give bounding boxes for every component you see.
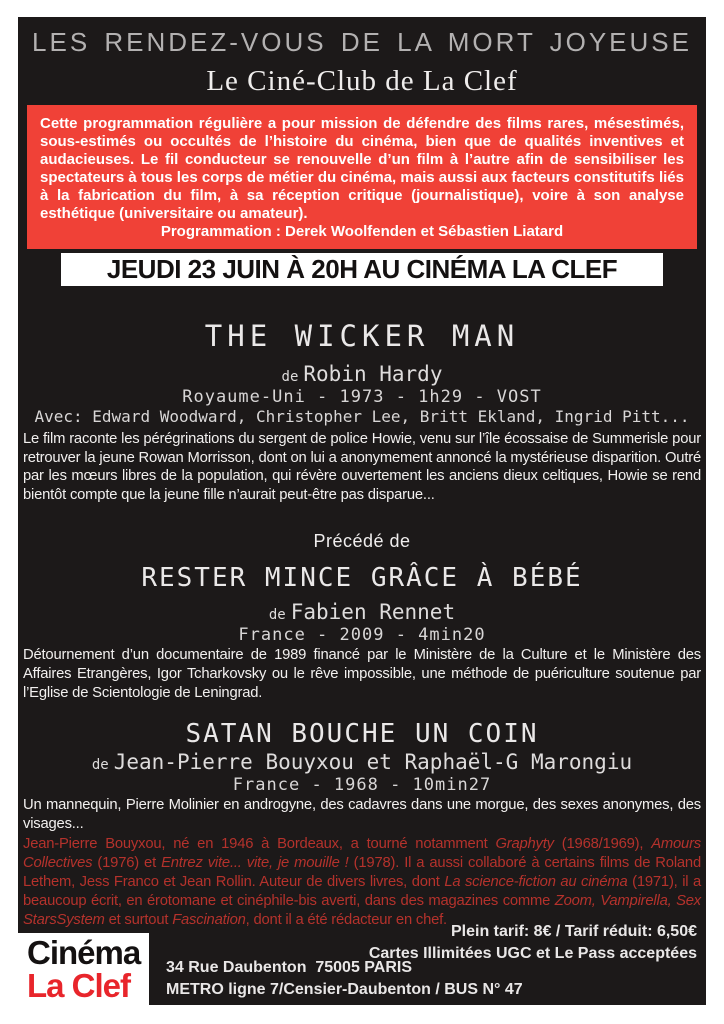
cine-club-subtitle: Le Ciné-Club de La Clef [206, 65, 518, 97]
film1-meta: Royaume-Uni - 1973 - 1h29 - VOST [182, 387, 542, 407]
full-price-line: Plein tarif: 8€ / Tarif réduit: 6,50€ [451, 923, 697, 940]
venue-address [166, 957, 523, 1001]
film3-director-line [18, 751, 706, 776]
series-title: LES RENDEZ-VOUS DE LA MORT JOYEUSE [32, 27, 692, 57]
logo-word-cinema: Cinéma [27, 934, 141, 971]
logo-word-la-clef: La Clef [27, 967, 131, 1004]
film2-synopsis: Détournement d’un documentaire de 1989 financé par le Ministère de la Culture et le Ministère des Affaires Etrangères, Igor Tcharkovsky ou le rêve impossible, une méthode de puériculture soutenue par l’Eglise de Scientologie de Leningrad. [23, 647, 701, 701]
preceded-by-label: Précédé de [313, 531, 411, 552]
event-date-banner: JEUDI 23 JUIN À 20H AU CINÉMA LA CLEF [61, 253, 663, 286]
cinema-la-clef-logo [18, 933, 149, 1007]
film2-meta: France - 2009 - 4min20 [238, 625, 486, 646]
film1-director-prefix: de [281, 369, 299, 385]
film2-title: RESTER MINCE GRÂCE À BÉBÉ [141, 563, 583, 594]
address-street: 34 Rue Daubenton 75005 PARIS [166, 959, 412, 976]
film2-director-line [18, 601, 706, 626]
film1-cast: Avec: Edward Woodward, Christopher Lee, Britt Ekland, Ingrid Pitt... [34, 407, 690, 426]
film1-synopsis: Le film raconte les pérégrinations du sergent de police Howie, venu sur l’île écossaise de Summerisle pour retrouver la jeune Rowan Morrisson, dont on lui a anonymement annoncé la mystérieuse disparition. Outré par les mœurs libres de la population, qui révère ouvertement les anciens dieux celtiques, Howie se rend bientôt compte que la jeune fille n’aurait peut-être pas disparue... [23, 431, 701, 503]
film3-meta: France - 1968 - 10min27 [232, 775, 492, 796]
film1-director-line [18, 363, 706, 388]
programmers-line: Programmation : Derek Woolfenden et Sébastien Liatard [160, 223, 564, 240]
poster-body [18, 17, 706, 1005]
cards-accepted-line: Cartes Illimitées UGC et Le Pass acceptées [368, 945, 697, 962]
film3-title: SATAN BOUCHE UN COIN [185, 719, 539, 750]
mission-text: Cette programmation régulière a pour mission de défendre des films rares, mésestimés, sous-estimés ou occultés de l’histoire du cinéma, bien que de qualités inventives et audacieuses. Le fil conducteur se renouvelle d’un film à l’autre afin de sensibiliser les spectateurs à tous les corps de métier du cinéma, mais aussi aux facteurs constitutifs liés à la fabrication du film, à sa réception critique (journalistique), voire à son analyse esthétique (universitaire ou amateur). [40, 115, 684, 222]
address-transit: METRO ligne 7/Censier-Daubenton / BUS N° 47 [166, 981, 523, 998]
film3-director-prefix: de [91, 757, 109, 774]
film3-director-name: Jean-Pierre Bouyxou et Raphaël-G Marongiu [113, 750, 633, 775]
mission-statement-box [27, 105, 697, 249]
film2-director-name: Fabien Rennet [290, 600, 456, 625]
film2-director-prefix: de [268, 607, 286, 624]
film1-title: THE WICKER MAN [204, 319, 520, 353]
film3-synopsis: Un mannequin, Pierre Molinier en androgyne, des cadavres dans une morgue, des sexes anonymes, des visages... [23, 797, 701, 833]
film1-director-name: Robin Hardy [303, 362, 443, 386]
director-bio: Jean-Pierre Bouyxou, né en 1946 à Bordeaux, a tourné notamment Graphyty (1968/1969), Amours Collectives (1976) et Entrez vite... vite, je mouille ! (1978). Il a aussi collaboré à certains films de Roland Lethem, Jess Franco et Jean Rollin. Auteur de divers livres, dont La science-fiction au cinéma (1971), il a beaucoup écrit, en érotomane et cinéphile-bis averti, dans des magazines comme Zoom, Vampirella, Sex StarsSystem et surtout Fascination, dont il a été rédacteur en chef. [23, 835, 702, 929]
